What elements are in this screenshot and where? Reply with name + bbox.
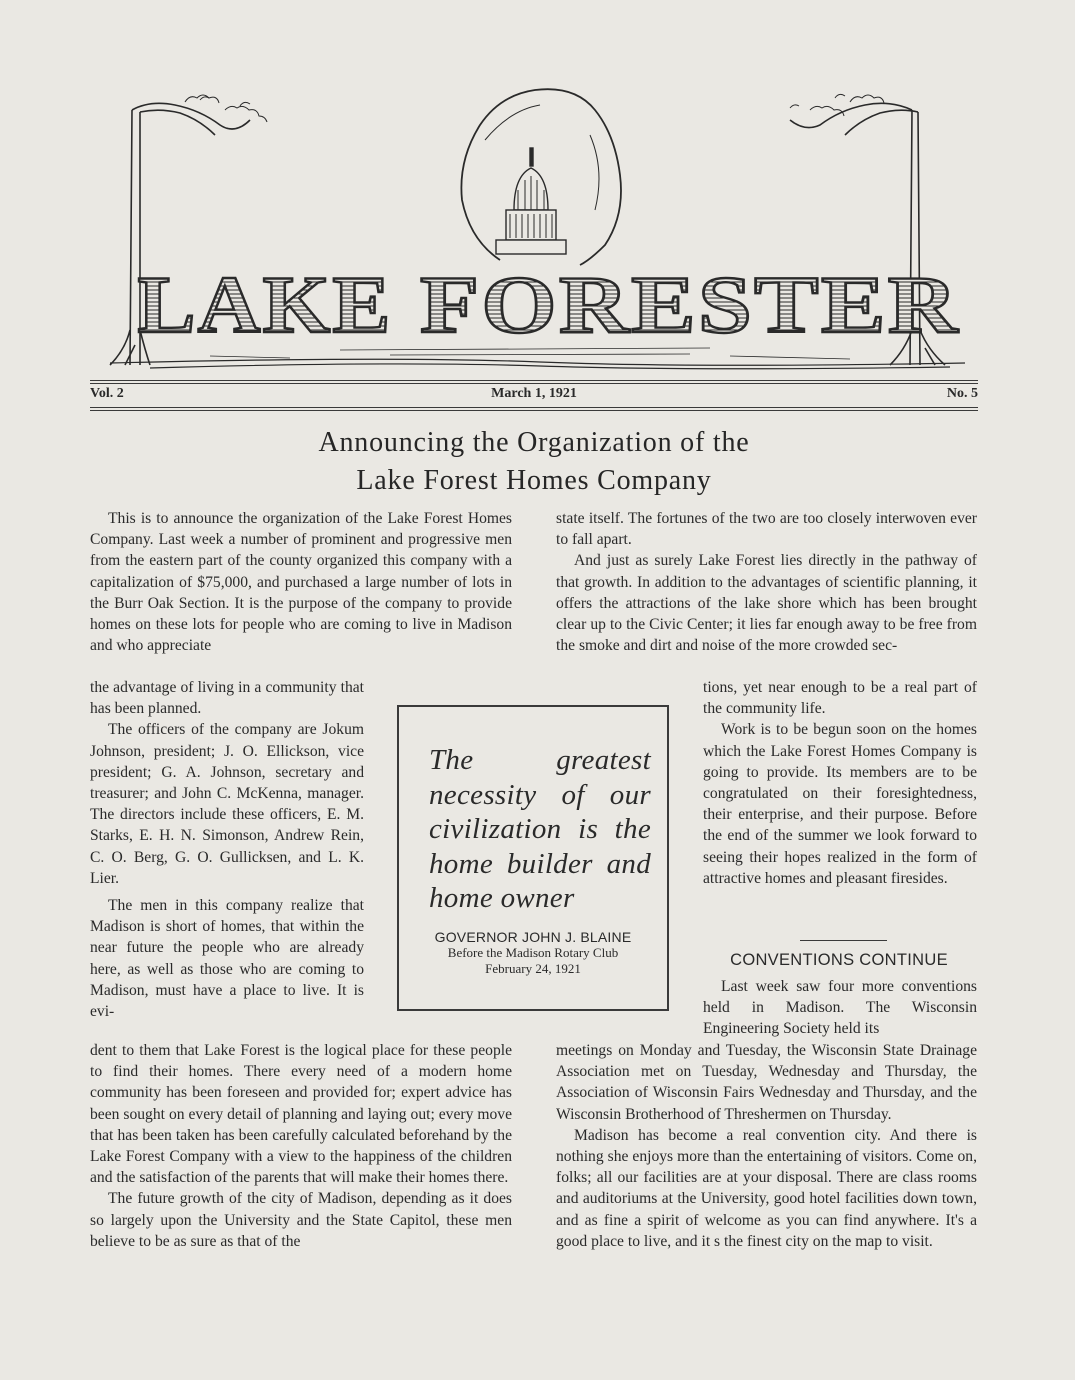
intro-paragraph-cont: the advantage of living in a community that has been planned. — [90, 679, 364, 718]
issue-info-bar — [90, 386, 978, 406]
quote-author: GOVERNOR JOHN J. BLAINE — [434, 929, 632, 945]
masthead-rule-top — [90, 380, 978, 381]
pathway-paragraph-cont: tions, yet near enough to be a real part of the community life. — [703, 679, 977, 718]
volume-label: Vol. 2 — [90, 386, 124, 401]
quote-box — [397, 705, 669, 1011]
masthead — [90, 80, 985, 380]
masthead-word-forester: FORESTER — [420, 259, 960, 350]
pathway-paragraph: And just as surely Lake Forest lies directly in the pathway of that growth. In addition to the advantages of scientific planning, it offers the attractions of the lake shore which has been brought clear up to the Civic Center; it lies far enough away to be free from the smoke and dirt and noise of the more crowded sec- — [556, 552, 977, 655]
conventions-narrow — [703, 976, 977, 1040]
right-continuation: state itself. The fortunes of the two are too closely interwoven ever to fall apart. — [556, 510, 977, 549]
conventions-paragraph: Last week saw four more conventions held in Madison. The Wisconsin Engineering Society held its — [703, 978, 977, 1038]
convention-city-paragraph: Madison has become a real convention city. And there is nothing she enjoys more than the entertaining of visitors. Come on, folks; all our facilities are at your disposal. There are class rooms and auditoriums at the University, good hotel facilities down town, and as fine a spirit of welcome as you can find anywhere. It's a good place to live, and it s the finest city on the map to visit. — [556, 1126, 977, 1250]
issue-number: No. 5 — [946, 386, 978, 401]
left-column-bottom — [90, 1040, 512, 1252]
article-headline — [90, 424, 978, 500]
right-column-narrow — [703, 677, 977, 889]
headline-line-2: Lake Forest Homes Company — [356, 465, 712, 496]
quote-venue: Before the Madison Rotary Club — [447, 945, 619, 960]
right-tree — [790, 94, 945, 365]
issue-date: March 1, 1921 — [491, 386, 577, 401]
future-paragraph: The future growth of the city of Madison, depending as it does so largely upon the University and the State Capitol, these men believe to be as sure as that of the — [90, 1190, 512, 1250]
officers-paragraph: The officers of the company are Jokum Johnson, president; J. O. Ellickson, vice president; G. A. Johnson, secretary and treasurer; and John C. McKenna, manager. The directors include these officers, E. M. Starks, E. H. N. Simonson, Andrew Rein, C. O. Berg, G. O. Gullicksen, and L. K. Lier. — [90, 721, 364, 887]
quote-text: The greatest necessity of our civilization is the home builder and home owner — [429, 744, 651, 914]
left-column-top — [90, 508, 512, 656]
headline-line-1: Announcing the Organization of the — [318, 427, 750, 458]
work-paragraph: Work is to be begun soon on the homes which the Lake Forest Homes Company is going to provide. Its members are to be congratulated on their foresightedness, their enterprise, and their purpose. Before the end of the summer we look forward to seeing their hopes realized in the form of attractive homes and pleasant firesides. — [703, 721, 977, 887]
masthead-illustration — [90, 80, 985, 380]
realize-paragraph-cont: dent to them that Lake Forest is the logical place for these people to find their homes. There every need of a modern home community has been foreseen and provided for; expert advice has been sought on every detail of planning and laying out; every move that has been taken has been carefully calculated beforehand by the Lake Forest Company with a view to the happiness of the children and the satisfaction of the parents that will make their homes there. — [90, 1042, 512, 1187]
conventions-wide — [556, 1040, 977, 1252]
left-column-narrow — [90, 677, 364, 1022]
left-tree — [110, 95, 267, 365]
right-column-top — [556, 508, 977, 656]
section-divider — [800, 940, 887, 941]
info-rule-bottom-2 — [90, 410, 978, 411]
info-rule-bottom — [90, 407, 978, 408]
capitol-dome — [496, 148, 566, 254]
quote-attribution — [407, 929, 659, 977]
quote-date: February 24, 1921 — [485, 961, 581, 976]
intro-paragraph: This is to announce the organization of the Lake Forest Homes Company. Last week a number of prominent and progressive men from the eastern part of the county organized this company with a capitalization of $75,000, and purchased a large number of lots in the Burr Oak Section. It is the purpose of the company to provide homes on these lots for people who are coming to live in Madison and who appreciate — [90, 510, 512, 655]
masthead-rule-top-2 — [90, 383, 978, 384]
conventions-heading: CONVENTIONS CONTINUE — [730, 951, 948, 969]
masthead-word-lake: LAKE — [137, 259, 393, 350]
realize-paragraph: The men in this company realize that Madison is short of homes, that within the near future the people who are already here, as well as those who are coming to Madison, must have a place to live. It is evi- — [90, 897, 364, 1021]
conventions-paragraph-cont: meetings on Monday and Tuesday, the Wisconsin State Drainage Association met on Tuesday, Wednesday and Thursday, the Association of Wisconsin Fairs Wednesday and Thursday, and the Wisconsin Brotherhood of Threshermen on Thursday. — [556, 1042, 977, 1123]
